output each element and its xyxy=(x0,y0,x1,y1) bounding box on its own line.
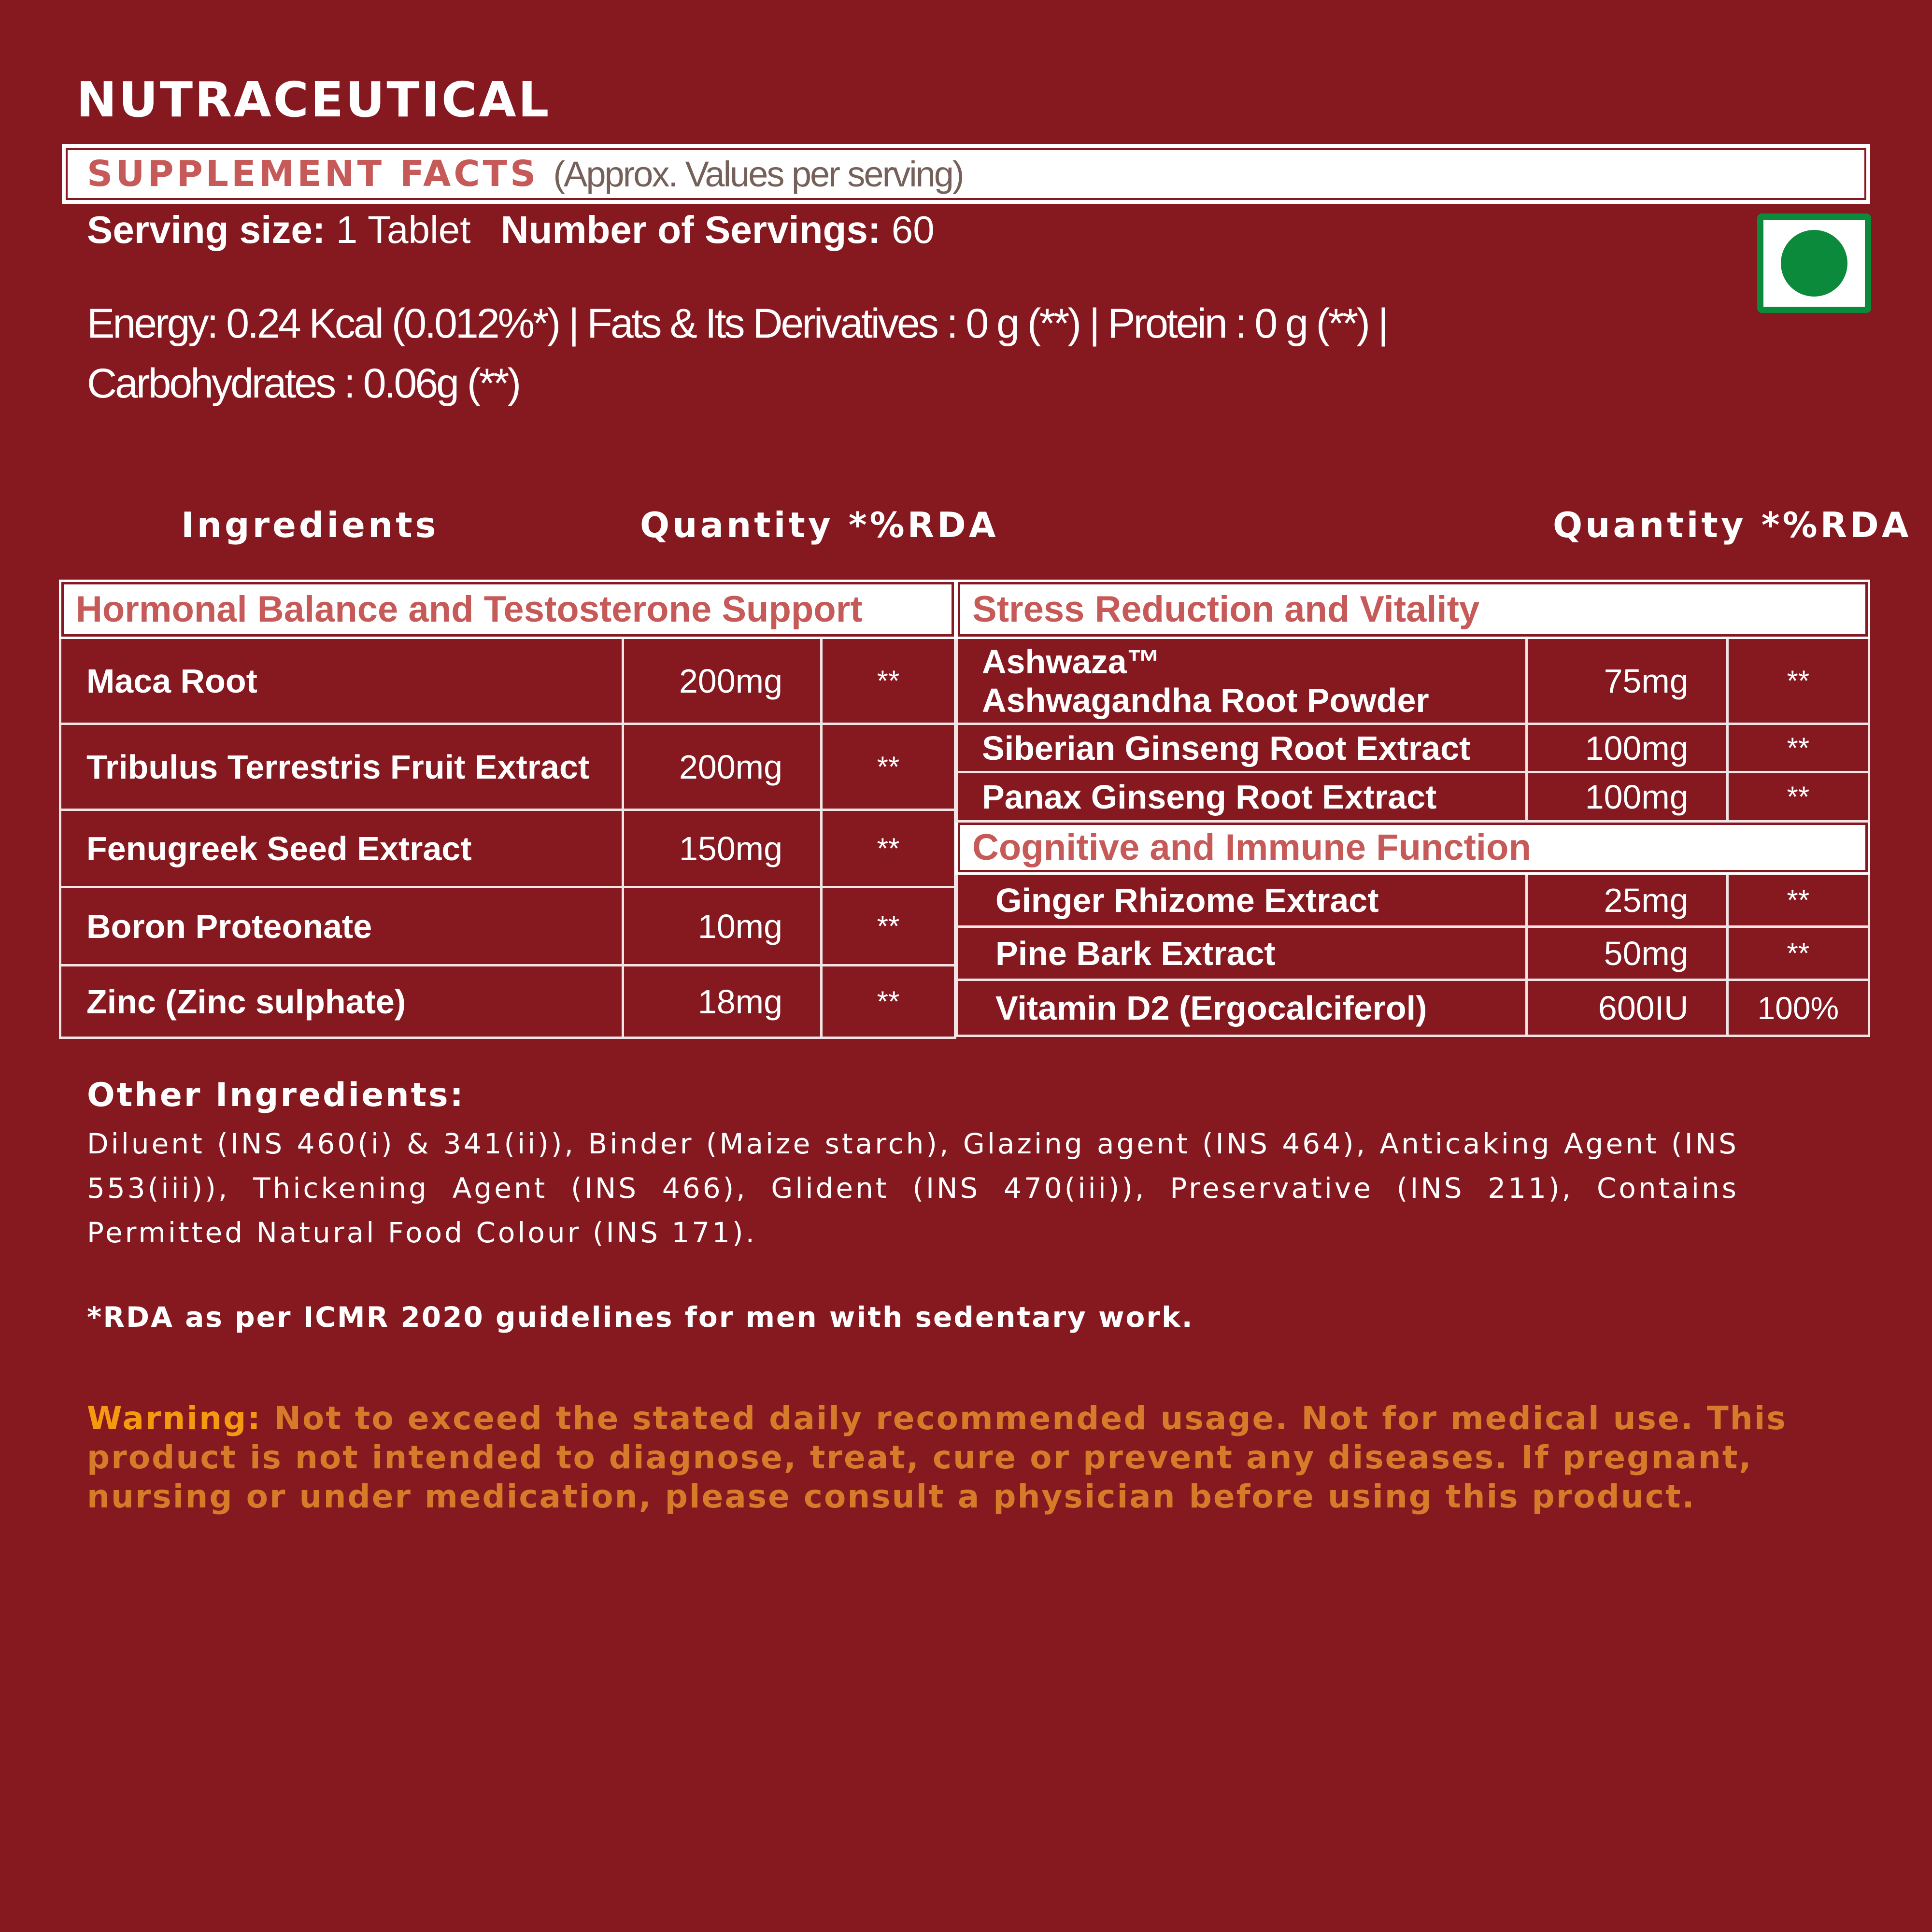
nutrition-summary xyxy=(87,294,1681,413)
table-row xyxy=(957,927,1869,980)
other-ingredients-title: Other Ingredients: xyxy=(87,1076,465,1114)
ingredient-rda: ** xyxy=(1727,638,1869,724)
ingredient-rda: 100% xyxy=(1727,980,1869,1036)
ingredient-name: Fenugreek Seed Extract xyxy=(60,810,623,887)
serving-info xyxy=(87,208,935,252)
ingredient-quantity: 18mg xyxy=(623,966,821,1038)
ingredient-quantity: 600IU xyxy=(1527,980,1727,1036)
table-row xyxy=(957,980,1869,1036)
right-ingredients-table xyxy=(955,580,1870,1037)
ingredient-quantity: 200mg xyxy=(623,638,821,724)
ingredient-name: Maca Root xyxy=(60,638,623,724)
ingredient-rda: ** xyxy=(1727,874,1869,927)
ingredient-name: Panax Ginseng Root Extract xyxy=(957,772,1527,822)
table-row xyxy=(957,724,1869,772)
ingredient-name-detail: Ashwagandha Root Powder xyxy=(982,681,1429,719)
ingredient-quantity: 10mg xyxy=(623,887,821,966)
serving-size-label: Serving size: xyxy=(87,208,326,251)
ingredient-name: Tribulus Terrestris Fruit Extract xyxy=(60,724,623,810)
nutrition-line-2: Carbohydrates : 0.06g (**) xyxy=(87,360,520,407)
warning-label: Warning: xyxy=(87,1400,262,1437)
ingredient-name-brand: Ashwaza™ xyxy=(982,642,1161,681)
ingredient-quantity: 75mg xyxy=(1527,638,1727,724)
brand-title: NUTRACEUTICAL xyxy=(76,71,551,128)
ingredient-name: Siberian Ginseng Root Extract xyxy=(957,724,1527,772)
table-row xyxy=(60,810,955,887)
ingredient-name: Vitamin D2 (Ergocalciferol) xyxy=(957,980,1527,1036)
serving-size-value: 1 Tablet xyxy=(336,208,471,251)
warning-block xyxy=(87,1399,1864,1516)
ingredient-rda: ** xyxy=(1727,927,1869,980)
vegetarian-mark-icon xyxy=(1757,213,1871,313)
ingredient-quantity: 50mg xyxy=(1527,927,1727,980)
nutrition-line-1: Energy: 0.24 Kcal (0.012%*) | Fats & Its Derivatives : 0 g (**) | Protein : 0 g (**) | xyxy=(87,300,1387,347)
servings-count-value: 60 xyxy=(891,208,935,251)
vegetarian-dot-icon xyxy=(1781,230,1847,297)
left-quantity-rda-header: Quantity *%RDA xyxy=(640,505,999,545)
ingredient-rda: ** xyxy=(1727,772,1869,822)
ingredient-name: Pine Bark Extract xyxy=(957,927,1527,980)
ingredient-name: Ginger Rhizome Extract xyxy=(957,874,1527,927)
supplement-facts-title: SUPPLEMENT FACTS xyxy=(87,153,539,195)
table-row xyxy=(957,772,1869,822)
ingredient-quantity: 150mg xyxy=(623,810,821,887)
cognitive-section-heading: Cognitive and Immune Function xyxy=(957,822,1869,874)
ingredient-quantity: 200mg xyxy=(623,724,821,810)
ingredient-quantity: 25mg xyxy=(1527,874,1727,927)
warning-text: Not to exceed the stated daily recommended usage. Not for medical use. This product is not intended to diagnose, treat, cure or prevent any diseases. If pregnant, nursing or under medication, please consult a physician before using this product. xyxy=(87,1400,1787,1515)
supplement-facts-banner xyxy=(62,144,1870,204)
other-ingredients-text: Diluent (INS 460(i) & 341(ii)), Binder (Maize starch), Glazing agent (INS 464), Anticaking Agent (INS 553(iii)), Thickening Agent (INS 466), Glident (INS 470(iii)), Preservative (INS 211), Contains Permitted Natural Food Colour (INS 171). xyxy=(87,1127,1739,1249)
rda-footnote: *RDA as per ICMR 2020 guidelines for men with sedentary work. xyxy=(87,1301,1194,1334)
ingredient-quantity: 100mg xyxy=(1527,772,1727,822)
ingredient-name: Boron Proteonate xyxy=(60,887,623,966)
ingredient-rda: ** xyxy=(822,638,955,724)
ingredient-name: Zinc (Zinc sulphate) xyxy=(60,966,623,1038)
table-row xyxy=(957,638,1869,724)
ingredient-rda: ** xyxy=(822,887,955,966)
table-row xyxy=(60,724,955,810)
ingredient-rda: ** xyxy=(822,966,955,1038)
table-row xyxy=(60,966,955,1038)
ingredient-rda: ** xyxy=(822,810,955,887)
ingredient-quantity: 100mg xyxy=(1527,724,1727,772)
table-row xyxy=(60,887,955,966)
table-row xyxy=(957,874,1869,927)
table-row xyxy=(60,638,955,724)
ingredient-rda: ** xyxy=(1727,724,1869,772)
stress-section-heading: Stress Reduction and Vitality xyxy=(957,581,1869,638)
hormonal-table xyxy=(59,580,956,1039)
servings-count-label: Number of Servings: xyxy=(500,208,881,251)
hormonal-section-heading: Hormonal Balance and Testosterone Support xyxy=(60,581,955,638)
supplement-facts-subtitle: (Approx. Values per serving) xyxy=(553,154,963,194)
right-quantity-rda-header: Quantity *%RDA xyxy=(1553,505,1912,545)
ingredients-column-header: Ingredients xyxy=(181,505,439,545)
ingredient-rda: ** xyxy=(822,724,955,810)
ingredient-name xyxy=(957,638,1527,724)
